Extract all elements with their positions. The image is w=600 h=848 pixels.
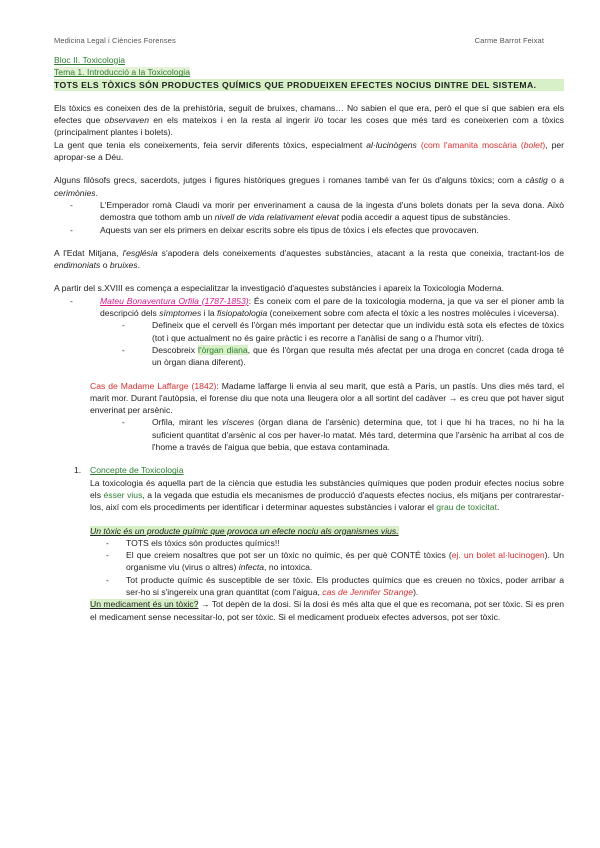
header-author: Carme Barrot Feixat	[474, 36, 544, 45]
list-item: - Orfila, mirant les vísceres (òrgan diana de l'arsènic) determina que, tot i que hi ha traces, no hi ha la suficient quantitat d'arsènic al cos per haver-lo matat. Més tard, determina que l'arsènic ha arribat al cos de l'home a través de l'aigua que bebia, que estava contaminada.	[152, 416, 564, 453]
lafarge-sublist	[54, 416, 564, 453]
list-item: - TOTS els tòxics són productes químics!!	[126, 537, 564, 549]
document-body	[54, 54, 564, 623]
list-item-orfila: - Mateu Bonaventura Orfila (1787-1853): És coneix com el pare de la toxicologia moderna, ja que va ser el pioner amb la descripció dels símptomes i la fisiopatologia (coneixement sobre com afecta el tòxic a les nostres molècules i viceversa).	[100, 295, 564, 320]
modern-list	[54, 295, 564, 320]
tema-title: Tema 1. Introducció a la Toxicologia	[54, 67, 190, 78]
definition-list	[54, 537, 564, 598]
header-course: Medicina Legal i Ciències Forenses	[54, 36, 176, 45]
list-item: - Descobreix l'òrgan diana, que és l'òrgan que resulta més afectat per una droga en concret (cada droga té un òrgan diana diferent).	[152, 344, 564, 369]
list-item: - Defineix que el cervell és l'òrgan més important per detectar que un individu està sota els efectes de tòxics (tot i que actualment no és gaire pràctic i es recorre a l'anàlisi de sang o a l'humor vitri).	[152, 319, 564, 344]
lafarge-name: Cas de Madame Laffarge (1842)	[90, 380, 217, 391]
paragraph-middle-ages: A l'Edat Mitjana, l'església s'apodera dels coneixements d'aquestes substàncies, atacant a la resta que coneixia, tractant-los de endimoniats o bruixes.	[54, 247, 564, 271]
list-item: - El que creiem nosaltres que pot ser un tòxic no químic, és per què CONTÉ tòxics (ej. un bolet al·lucinogen). Un organisme viu (virus o altres) infecta, no intoxica.	[126, 549, 564, 574]
bloc-title: Bloc II. Toxicologia	[54, 55, 126, 65]
headline: TOTS ELS TÒXICS SÓN PRODUCTES QUÍMICS QUE PRODUEIXEN EFECTES NOCIUS DINTRE DEL SISTEMA.	[54, 79, 564, 91]
definition: Un tòxic és un producte químic que provoca un efecte nociu als organismes vius.	[90, 525, 399, 536]
medicament-question: Un medicament és un tòxic? → Tot depèn de la dosi. Si la dosi és més alta que el que es recomana, pot ser tòxic. Si es pren el medicament sense necessitar-lo, pot ser tòxic. Si el medicament produeix efectes adversos, pot ser tòxic.	[90, 599, 565, 622]
paragraph-prehistory: Els tòxics es coneixen des de la prehistòria, seguit de bruixes, chamans… No sabien el que era, però el que sí que sabien era els efectes que observaven en els mateixos i en la resta al ingerir i/o tocar les coses que més tard es coneixerien com a tòxics (principalment plantes i bolets). La gent que tenia els coneixements, feia servir diferents tòxics, especialment al·lucinògens (com l'amanita moscària (bolet), per apropar-se a Déu.	[54, 102, 565, 163]
paragraph-greeks: Alguns filòsofs grecs, sacerdots, jutges i figures històriques gregues i romanes també van fer ús d'alguns tòxics; com a càstig o a cerimònies.	[54, 175, 564, 198]
section-title: Concepte de Toxicologia	[90, 465, 184, 476]
lafarge-case: Cas de Madame Laffarge (1842): Madame laffarge li envia al seu marit, que està a Paris, un pastís. Uns dies més tard, el marit mor. Durant l'autòpsia, el forense diu que nota una lleugera olor a all sortint del cadàver → es creu que pot haver sigut enverinat per arsènic.	[90, 380, 564, 416]
greeks-list	[54, 199, 564, 236]
list-item: - Tot producte químic és susceptible de ser tòxic. Els productes químics que es creuen no tòxics, poder arribar a ser-ho si s'ingereix una gran quantitat (com l'aigua, cas de Jennifer Strange).	[126, 574, 564, 599]
orfila-sublist	[54, 319, 564, 368]
orfila-name: Mateu Bonaventura Orfila (1787-1853)	[100, 295, 249, 306]
section-paragraph: La toxicologia és aquella part de la ciència que estudia les substàncies químiques que poden produir efectes nocius sobre els ésser vius, a la vegada que estudia els mecanismes de producció d'aquests efectes nocius, els mitjans per contrarestar-los, així com els procediments per identificar i determinar aquestes substàncies i valorar el grau de toxicitat.	[90, 477, 564, 513]
paragraph-modern: A partir del s.XVIII es comença a especialitzar la investigació d'aquestes substàncies i apareix la Toxicologia Moderna.	[54, 283, 505, 294]
list-item: - Aquests van ser els primers en deixar escrits sobre els tipus de tòxics i els efectes que provocaven.	[100, 224, 564, 236]
section-heading: 1. Concepte de Toxicologia	[74, 465, 184, 476]
list-item: - L'Emperador romà Claudi va morir per enverinament a causa de la ingesta d'uns bolets donats per la seva dona. Això demostra que tothom amb un nivell de vida relativament elevat podia accedir a aquest tipus de substàncies.	[100, 199, 564, 224]
